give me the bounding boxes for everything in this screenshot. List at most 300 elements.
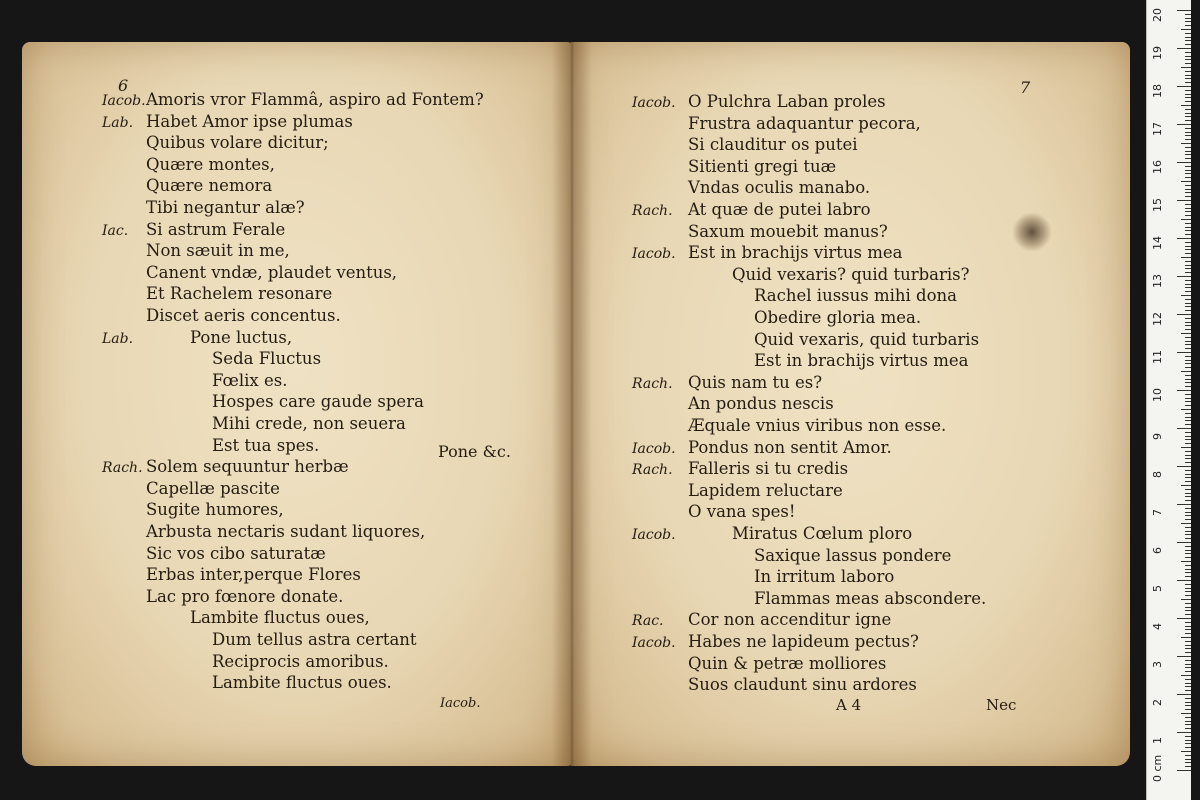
verse-line: Sic vos cibo saturatæ (146, 543, 326, 563)
ruler-tick (1185, 306, 1191, 307)
verse-line: Lac pro fœnore donate. (146, 586, 344, 606)
ruler-tick (1185, 610, 1191, 611)
ruler-number: 17 (1151, 122, 1164, 136)
verse-line: Habet Amor ipse plumas (146, 111, 353, 131)
ruler-tick (1185, 584, 1191, 585)
ruler-tick (1185, 116, 1191, 117)
ruler-tick (1181, 637, 1191, 638)
ruler-tick (1177, 48, 1191, 49)
ruler-tick (1185, 614, 1191, 615)
ruler-tick (1185, 493, 1191, 494)
ruler-tick (1177, 162, 1191, 163)
ruler-tick (1177, 390, 1191, 391)
ruler-tick (1185, 192, 1191, 193)
ruler-tick (1185, 424, 1191, 425)
verse-line: Non sæuit in me, (146, 241, 290, 261)
ruler-tick (1185, 565, 1191, 566)
ruler-tick (1185, 56, 1191, 57)
verse-line: Frustra adaquantur pecora, (688, 113, 921, 133)
ruler-tick (1185, 553, 1191, 554)
ruler-tick (1185, 398, 1191, 399)
verse-line: Quin & petræ molliores (688, 653, 887, 673)
ruler-tick (1185, 25, 1191, 26)
verse-line: Est tua spes. (212, 435, 320, 455)
ruler-tick (1185, 439, 1191, 440)
verse-line: Lambite fluctus oues, (190, 608, 370, 628)
ruler-tick (1185, 33, 1191, 34)
ruler-tick (1177, 276, 1191, 277)
ruler-tick (1185, 477, 1191, 478)
ruler-tick (1185, 557, 1191, 558)
ruler-tick (1185, 18, 1191, 19)
ruler-tick (1185, 576, 1191, 577)
speaker-label: Iacob. (632, 246, 676, 263)
ruler-tick (1177, 10, 1191, 11)
ruler-tick (1185, 265, 1191, 266)
ruler-tick (1185, 538, 1191, 539)
ruler-tick (1185, 158, 1191, 159)
ruler-tick (1185, 686, 1191, 687)
ruler-tick (1185, 322, 1191, 323)
ruler-tick (1185, 120, 1191, 121)
ruler-tick (1185, 603, 1191, 604)
verse-line: In irritum laboro (754, 567, 895, 587)
verse-line: Dum tellus astra certant (212, 630, 417, 649)
ruler-tick (1185, 455, 1191, 456)
ruler-tick (1181, 295, 1191, 296)
ruler-tick (1185, 413, 1191, 414)
ruler-number: 15 (1151, 198, 1164, 212)
ruler-tick (1185, 40, 1191, 41)
verse-line: Falleris si tu credis (688, 459, 849, 479)
ruler-tick (1185, 185, 1191, 186)
ruler-number: 3 (1151, 661, 1164, 668)
ruler-number: 4 (1151, 623, 1164, 630)
ruler-tick (1185, 405, 1191, 406)
ruler-tick (1185, 470, 1191, 471)
verse-line: Quære nemora (146, 176, 273, 196)
open-book (22, 42, 1134, 772)
verse-line: Et Rachelem resonare (146, 284, 333, 304)
verse-line: Sugite humores, (146, 500, 284, 520)
verse-line: Pondus non sentit Amor. (688, 437, 892, 457)
ruler-tick (1185, 109, 1191, 110)
ruler-tick (1185, 652, 1191, 653)
ruler-tick (1185, 458, 1191, 459)
verse-line: Quære montes, (146, 154, 275, 174)
ruler-tick (1185, 546, 1191, 547)
ruler-tick (1185, 569, 1191, 570)
ruler-tick (1185, 451, 1191, 452)
verse-line: Quid vexaris, quid turbaris (754, 329, 980, 349)
book-gutter (552, 42, 592, 766)
verse-line: An pondus nescis (688, 394, 834, 414)
verse-line: Quibus volare dicitur; (146, 133, 329, 153)
ruler-tick (1185, 310, 1191, 311)
ruler-number: 18 (1151, 84, 1164, 98)
ruler-tick (1185, 641, 1191, 642)
ruler-tick (1185, 394, 1191, 395)
ruler-tick (1177, 428, 1191, 429)
ruler-tick (1185, 318, 1191, 319)
ruler-tick (1185, 550, 1191, 551)
verse-line: Mihi crede, non seuera (212, 414, 406, 433)
ruler-tick (1177, 314, 1191, 315)
ruler-tick (1181, 599, 1191, 600)
verse-line: Est in brachijs virtus mea (754, 351, 969, 371)
ruler-tick (1177, 770, 1191, 771)
verse-line: Reciprocis amoribus. (212, 651, 389, 671)
ruler-tick (1185, 63, 1191, 64)
ruler-tick (1185, 629, 1191, 630)
ruler-tick (1185, 534, 1191, 535)
ruler-tick (1177, 352, 1191, 353)
ruler-tick (1181, 29, 1191, 30)
ruler-tick (1185, 664, 1191, 665)
ruler-tick (1185, 386, 1191, 387)
ruler-tick (1185, 698, 1191, 699)
ruler-tick (1185, 196, 1191, 197)
ruler-tick (1185, 291, 1191, 292)
ruler-tick (1185, 44, 1191, 45)
verse-line: Arbusta nectaris sudant liquores, (146, 522, 426, 541)
ruler-tick (1185, 432, 1191, 433)
ruler-tick (1185, 299, 1191, 300)
ruler-tick (1185, 59, 1191, 60)
ruler-tick (1185, 139, 1191, 140)
ruler-tick (1185, 246, 1191, 247)
speaker-label: Lab. (102, 114, 134, 131)
ruler-tick (1181, 409, 1191, 410)
ruler-tick (1185, 249, 1191, 250)
speaker-label: Iac. (102, 222, 129, 239)
ruler-tick (1185, 344, 1191, 345)
ruler-tick (1185, 363, 1191, 364)
verse-line: Cor non accenditur igne (688, 610, 892, 630)
verse-line: Vndas oculis manabo. (688, 178, 871, 198)
ruler-tick (1185, 474, 1191, 475)
ruler-tick (1185, 360, 1191, 361)
ruler-tick (1185, 607, 1191, 608)
ruler-tick (1181, 105, 1191, 106)
ruler-tick (1185, 489, 1191, 490)
ruler-tick (1185, 481, 1191, 482)
ruler-tick (1185, 37, 1191, 38)
speaker-label: Iacob. (632, 635, 676, 651)
ruler-tick (1185, 113, 1191, 114)
ruler-tick (1185, 496, 1191, 497)
ruler-tick (1181, 523, 1191, 524)
ruler-tick (1185, 82, 1191, 83)
ruler-tick (1185, 189, 1191, 190)
catchword: Iacob. (440, 696, 481, 711)
ruler-tick (1177, 694, 1191, 695)
ruler-tick (1185, 660, 1191, 661)
ruler-tick (1185, 740, 1191, 741)
ruler-tick (1185, 215, 1191, 216)
ruler-tick (1185, 667, 1191, 668)
ruler-number: 5 (1151, 585, 1164, 592)
ruler-tick (1181, 181, 1191, 182)
verse-line: Si astrum Ferale (146, 219, 286, 239)
ruler-tick (1181, 333, 1191, 334)
ruler-tick (1177, 618, 1191, 619)
page-number: 7 (1020, 78, 1031, 97)
ruler-tick (1185, 223, 1191, 224)
verse-line: Tibi negantur alæ? (146, 198, 305, 217)
ruler-number: 10 (1151, 388, 1164, 402)
ruler-number: 14 (1151, 236, 1164, 250)
ruler-number: 12 (1151, 312, 1164, 326)
verse-line: Pone luctus, (190, 327, 293, 347)
ruler-tick (1185, 367, 1191, 368)
speaker-label: Rac. (632, 613, 664, 630)
verse-line: Flammas meas abscondere. (754, 588, 987, 608)
ruler-tick (1185, 527, 1191, 528)
ruler-tick (1177, 542, 1191, 543)
ruler-tick (1185, 679, 1191, 680)
ruler-tick (1185, 101, 1191, 102)
ruler-tick (1177, 656, 1191, 657)
ruler-tick (1185, 280, 1191, 281)
ruler-number: 9 (1151, 433, 1164, 440)
ruler-tick (1185, 173, 1191, 174)
ruler-tick (1185, 462, 1191, 463)
ruler-tick (1185, 242, 1191, 243)
ruler-tick (1185, 284, 1191, 285)
verse-line: Canent vndæ, plaudet ventus, (146, 262, 398, 282)
ruler-tick (1185, 671, 1191, 672)
ruler-tick (1185, 508, 1191, 509)
ruler-tick (1185, 591, 1191, 592)
ruler-tick (1185, 177, 1191, 178)
ruler-tick (1185, 512, 1191, 513)
left-page (22, 42, 570, 766)
verse-line: Solem sequuntur herbæ (146, 457, 349, 477)
ruler-tick (1185, 645, 1191, 646)
ruler-tick (1185, 303, 1191, 304)
ruler-tick (1185, 14, 1191, 15)
verse-line: Fœlix es. (212, 370, 288, 390)
ruler-tick (1185, 762, 1191, 763)
ruler-tick (1185, 531, 1191, 532)
right-page (570, 42, 1130, 766)
ruler-tick (1185, 204, 1191, 205)
ink-stain (1012, 212, 1052, 252)
ruler-tick (1181, 561, 1191, 562)
ruler-number: 7 (1151, 509, 1164, 516)
ruler-tick (1185, 230, 1191, 231)
ruler-tick (1185, 375, 1191, 376)
ruler-number: 13 (1151, 274, 1164, 288)
ruler-tick (1185, 90, 1191, 91)
ruler-number: 16 (1151, 160, 1164, 174)
ruler-tick (1185, 500, 1191, 501)
ruler-tick (1185, 75, 1191, 76)
refrain-cue: Pone &c. (438, 442, 511, 461)
speaker-label: Iacob. (632, 95, 676, 111)
ruler-tick (1185, 417, 1191, 418)
signature-mark: A 4 (836, 696, 862, 714)
verse-line: O Pulchra Laban proles (688, 92, 886, 111)
speaker-label: Lab. (102, 330, 134, 347)
ruler-tick (1185, 588, 1191, 589)
verse-line: Si clauditur os putei (688, 135, 858, 155)
ruler-tick (1181, 371, 1191, 372)
verse-line: Quid vexaris? quid turbaris? (732, 264, 970, 284)
ruler-tick (1185, 329, 1191, 330)
ruler-tick (1185, 135, 1191, 136)
ruler-tick (1185, 208, 1191, 209)
page-number: 6 (118, 76, 129, 95)
verse-line: Capellæ pascite (146, 478, 280, 498)
speaker-label: Rach. (102, 460, 143, 477)
catchword: Nec (986, 696, 1017, 714)
ruler-tick (1185, 683, 1191, 684)
ruler-tick (1177, 124, 1191, 125)
ruler-tick (1185, 97, 1191, 98)
verse-line: Saxique lassus pondere (754, 545, 952, 565)
ruler-tick (1177, 732, 1191, 733)
ruler-tick (1181, 67, 1191, 68)
ruler-tick (1185, 52, 1191, 53)
ruler-tick (1185, 154, 1191, 155)
ruler-tick (1185, 356, 1191, 357)
ruler-tick (1185, 519, 1191, 520)
ruler-tick (1181, 447, 1191, 448)
ruler-tick (1185, 227, 1191, 228)
verse-line: Lapidem reluctare (688, 480, 843, 500)
ruler-tick (1185, 287, 1191, 288)
ruler-tick (1185, 721, 1191, 722)
ruler-tick (1185, 348, 1191, 349)
verse-line: Quis nam tu es? (688, 372, 823, 392)
ruler-tick (1185, 211, 1191, 212)
ruler-tick (1185, 128, 1191, 129)
ruler-number: 8 (1151, 471, 1164, 478)
ruler-number: 2 (1151, 699, 1164, 706)
speaker-label: Iacob. (102, 93, 146, 109)
ruler-tick (1181, 485, 1191, 486)
ruler-tick (1185, 401, 1191, 402)
ruler-tick (1185, 268, 1191, 269)
ruler-tick (1181, 675, 1191, 676)
speaker-label: Iacob. (632, 527, 676, 543)
ruler-tick (1185, 261, 1191, 262)
verse-line: Æquale vnius viribus non esse. (688, 416, 947, 435)
verse-line: Saxum mouebit manus? (688, 221, 888, 241)
ruler-tick (1177, 504, 1191, 505)
ruler-number: 0 cm (1151, 754, 1164, 782)
verse-line: Suos claudunt sinu ardores (688, 675, 917, 695)
ruler-tick (1185, 170, 1191, 171)
ruler-tick (1185, 648, 1191, 649)
ruler-tick (1185, 94, 1191, 95)
ruler-tick (1185, 595, 1191, 596)
verse-line: Sitienti gregi tuæ (688, 156, 837, 176)
speaker-label: Rach. (632, 462, 673, 479)
ruler-tick (1185, 436, 1191, 437)
ruler-tick (1185, 743, 1191, 744)
ruler-tick (1177, 580, 1191, 581)
ruler-tick (1185, 724, 1191, 725)
verse-line: Miratus Cœlum ploro (732, 524, 913, 543)
ruler-tick (1185, 705, 1191, 706)
ruler-number: 20 (1151, 8, 1164, 22)
verse-line: At quæ de putei labro (688, 200, 871, 219)
ruler-tick (1185, 147, 1191, 148)
ruler-tick (1185, 151, 1191, 152)
ruler-tick (1185, 736, 1191, 737)
ruler-tick (1177, 466, 1191, 467)
verse-line: Hospes care gaude spera (212, 392, 424, 412)
ruler-tick (1185, 272, 1191, 273)
ruler-tick (1185, 337, 1191, 338)
ruler-tick (1185, 515, 1191, 516)
verse-line: Seda Fluctus (212, 349, 322, 369)
ruler-tick (1185, 626, 1191, 627)
verse-line: Habes ne lapideum pectus? (688, 632, 919, 651)
ruler-tick (1181, 143, 1191, 144)
verse-line: Lambite fluctus oues. (212, 673, 392, 693)
measurement-ruler (1146, 0, 1191, 800)
verse-line: Est in brachijs virtus mea (688, 243, 903, 263)
ruler-tick (1185, 690, 1191, 691)
ruler-tick (1185, 759, 1191, 760)
ruler-tick (1177, 238, 1191, 239)
verse-line: Erbas inter,perque Flores (146, 565, 361, 585)
ruler-tick (1185, 341, 1191, 342)
ruler-tick (1185, 747, 1191, 748)
ruler-tick (1185, 420, 1191, 421)
ruler-tick (1185, 755, 1191, 756)
ruler-tick (1185, 78, 1191, 79)
ruler-tick (1185, 21, 1191, 22)
ruler-tick (1181, 751, 1191, 752)
ruler-tick (1185, 633, 1191, 634)
ruler-tick (1177, 200, 1191, 201)
ruler-tick (1185, 325, 1191, 326)
verse-line: Amoris vror Flammâ, aspiro ad Fontem? (146, 90, 484, 109)
ruler-tick (1185, 166, 1191, 167)
ruler-tick (1185, 71, 1191, 72)
ruler-number: 1 (1151, 737, 1164, 744)
speaker-label: Iacob. (632, 440, 676, 457)
ruler-tick (1185, 132, 1191, 133)
ruler-tick (1185, 622, 1191, 623)
ruler-tick (1185, 766, 1191, 767)
ruler-tick (1185, 253, 1191, 254)
speaker-label: Rach. (632, 375, 673, 392)
ruler-tick (1185, 379, 1191, 380)
ruler-tick (1177, 86, 1191, 87)
ruler-tick (1181, 713, 1191, 714)
ruler-number: 11 (1151, 350, 1164, 364)
ruler-tick (1181, 219, 1191, 220)
ruler-tick (1185, 234, 1191, 235)
speaker-label: Rach. (632, 203, 673, 219)
ruler-number: 19 (1151, 46, 1164, 60)
verse-line: Rachel iussus mihi dona (754, 286, 958, 306)
ruler-number: 6 (1151, 547, 1164, 554)
ruler-tick (1185, 728, 1191, 729)
ruler-tick (1181, 257, 1191, 258)
ruler-tick (1185, 717, 1191, 718)
verse-line: Discet aeris concentus. (146, 306, 341, 325)
ruler-tick (1185, 572, 1191, 573)
verse-line: O vana spes! (688, 502, 796, 522)
verse-line: Obedire gloria mea. (754, 308, 922, 327)
